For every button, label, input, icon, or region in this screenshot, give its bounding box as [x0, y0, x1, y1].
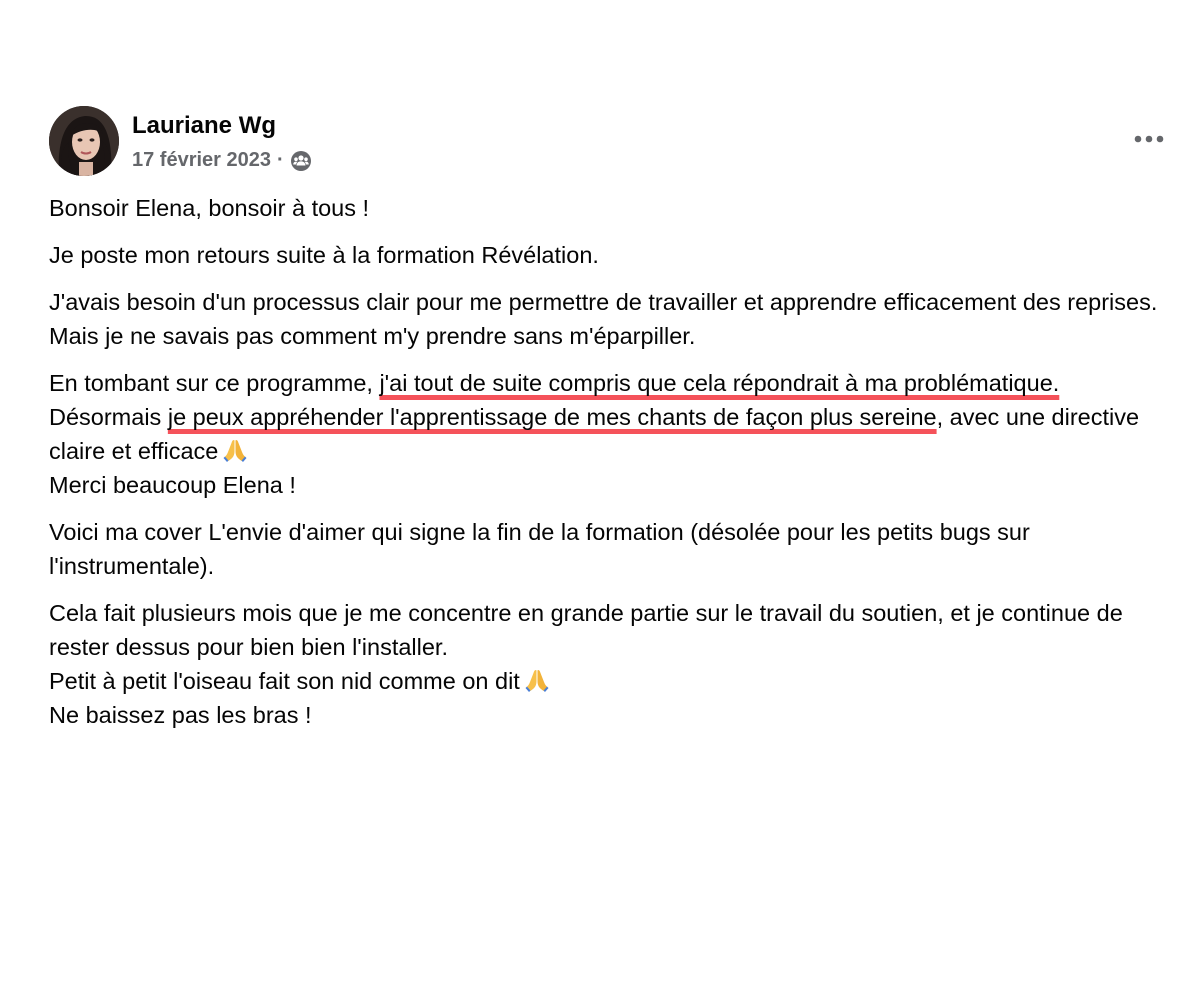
testimonial-thanks: Merci beaucoup Elena ! [49, 472, 296, 498]
testimonial-text: , avec une directive claire et efficace [49, 404, 1140, 464]
progress-proverb: Petit à petit l'oiseau fait son nid comme on dit [49, 668, 520, 694]
paragraph-need: J'avais besoin d'un processus clair pour me permettre de travailler et apprendre efficacement des reprises. Mais je ne savais pas comment m'y prendre sans m'éparpiller. [49, 289, 1158, 349]
highlighted-text: j'ai tout de suite compris que cela répondrait à ma problématique. [379, 370, 1060, 396]
post-date[interactable]: 17 février 2023 [132, 148, 272, 171]
paragraph-cover: Voici ma cover L'envie d'aimer qui signe la fin de la formation (désolée pour les petits bugs sur l'instrumentale). [49, 519, 1030, 579]
meta-separator: · [277, 148, 284, 171]
paragraph-intro: Je poste mon retours suite à la formation Révélation. [49, 242, 599, 268]
avatar-photo [49, 106, 119, 176]
author-name[interactable]: Lauriane Wg [132, 112, 277, 139]
folded-hands-emoji [222, 437, 248, 463]
folded-hands-emoji [524, 667, 550, 693]
paragraph-greeting: Bonsoir Elena, bonsoir à tous ! [49, 195, 370, 221]
post-meta [132, 148, 312, 172]
group-icon[interactable] [290, 150, 312, 172]
post-header [49, 106, 1169, 178]
testimonial-text: En tombant sur ce programme, [49, 370, 380, 396]
highlighted-text: je peux appréhender l'apprentissage de mes chants de façon plus sereine [167, 404, 937, 430]
progress-text: Cela fait plusieurs mois que je me concentre en grande partie sur le travail du soutien, et je continue de rester dessus pour bien bien l'installer. [49, 600, 1123, 660]
paragraph-testimonial [49, 366, 1179, 502]
testimonial-text: Désormais [49, 404, 168, 430]
author-avatar[interactable] [49, 106, 119, 176]
post-body [49, 191, 1179, 745]
paragraph-progress [49, 596, 1179, 732]
progress-encouragement: Ne baissez pas les bras ! [49, 702, 312, 728]
more-dots-icon[interactable] [1129, 124, 1169, 154]
